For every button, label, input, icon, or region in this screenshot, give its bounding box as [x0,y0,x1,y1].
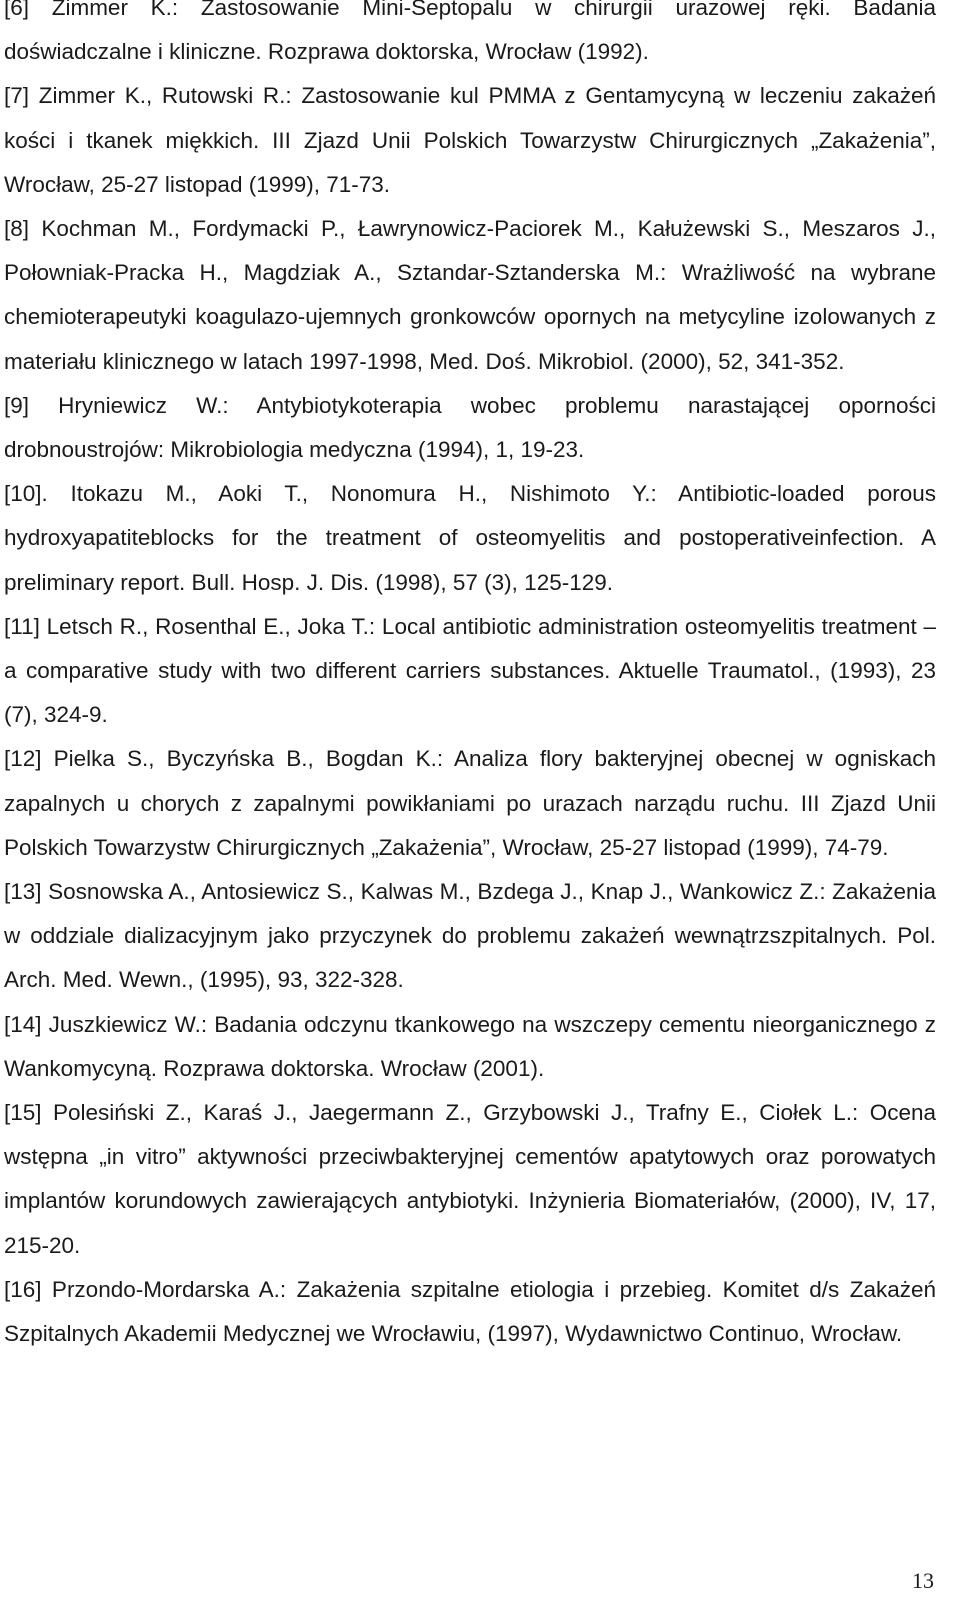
reference-11: [11] Letsch R., Rosenthal E., Joka T.: Local antibiotic administration osteomyelitis treatment – a comparative study with two different carriers substances. Aktuelle Traumatol., (1993), 23 (7), 324-9. [4,613,936,728]
reference-13: [13] Sosnowska A., Antosiewicz S., Kalwas M., Bzdega J., Knap J., Wankowicz Z.: Zakażenia w oddziale dializacyjnym jako przyczynek do problemu zakażeń wewnątrzszpitalnych. Pol. Arch. Med. Wewn., (1995), 93, 322-328. [4,879,936,993]
reference-7: [7] Zimmer K., Rutowski R.: Zastosowanie kul PMMA z Gentamycyną w leczeniu zakażeń kości i tkanek miękkich. III Zjazd Unii Polskich Towarzystw Chirurgicznych „Zakażenia”, Wrocław, 25-27 listopad (1999), 71-73. [4,83,936,197]
reference-9: [9] Hryniewicz W.: Antybiotykoterapia wobec problemu narastającej oporności drobnoustrojów: Mikrobiologia medyczna (1994), 1, 19-23. [4,392,936,463]
reference-6: [6] Zimmer K.: Zastosowanie Mini-Septopalu w chirurgii urazowej ręki. Badania doświadczalne i kliniczne. Rozprawa doktorska, Wrocław (1992). [4,0,936,65]
page-number: 13 [912,1568,934,1593]
reference-14: [14] Juszkiewicz W.: Badania odczynu tkankowego na wszczepy cementu nieorganicznego z Wankomycyną. Rozprawa doktorska. Wrocław (2001). [4,1011,936,1081]
reference-8: [8] Kochman M., Fordymacki P., Ławrynowicz-Paciorek M., Kałużewski S., Meszaros J., Połowniak-Pracka H., Magdziak A., Sztandar-Sztanderska M.: Wrażliwość na wybrane chemioterapeutyki koagulazo-ujemnych gronkowców opornych na metycyline izolowanych z materiału klinicznego w latach 1997-1998, Med. Doś. Mikrobiol. (2000), 52, 341-352. [4,216,936,374]
reference-12: [12] Pielka S., Byczyńska B., Bogdan K.: Analiza flory bakteryjnej obecnej w ogniskach zapalnych u chorych z zapalnymi powikłaniami po urazach narządu ruchu. III Zjazd Unii Polskich Towarzystw Chirurgicznych „Zakażenia”, Wrocław, 25-27 listopad (1999), 74-79. [4,746,936,860]
reference-10: [10]. Itokazu M., Aoki T., Nonomura H., Nishimoto Y.: Antibiotic-loaded porous hydroxyapatiteblocks for the treatment of osteomyelitis and postoperativeinfection. A preliminary report. Bull. Hosp. J. Dis. (1998), 57 (3), 125-129. [4,481,936,595]
reference-16: [16] Przondo-Mordarska A.: Zakażenia szpitalne etiologia i przebieg. Komitet d/s Zakażeń Szpitalnych Akademii Medycznej we Wrocławiu, (1997), Wydawnictwo Continuo, Wrocław. [4,1276,936,1347]
reference-list [4,0,936,1356]
reference-15: [15] Polesiński Z., Karaś J., Jaegermann Z., Grzybowski J., Trafny E., Ciołek L.: Ocena wstępna „in vitro” aktywności przeciwbakteryjnej cementów apatytowych oraz porowatych implantów korundowych zawierających antybiotyki. Inżynieria Biomateriałów, (2000), IV, 17, 215-20. [4,1100,936,1258]
